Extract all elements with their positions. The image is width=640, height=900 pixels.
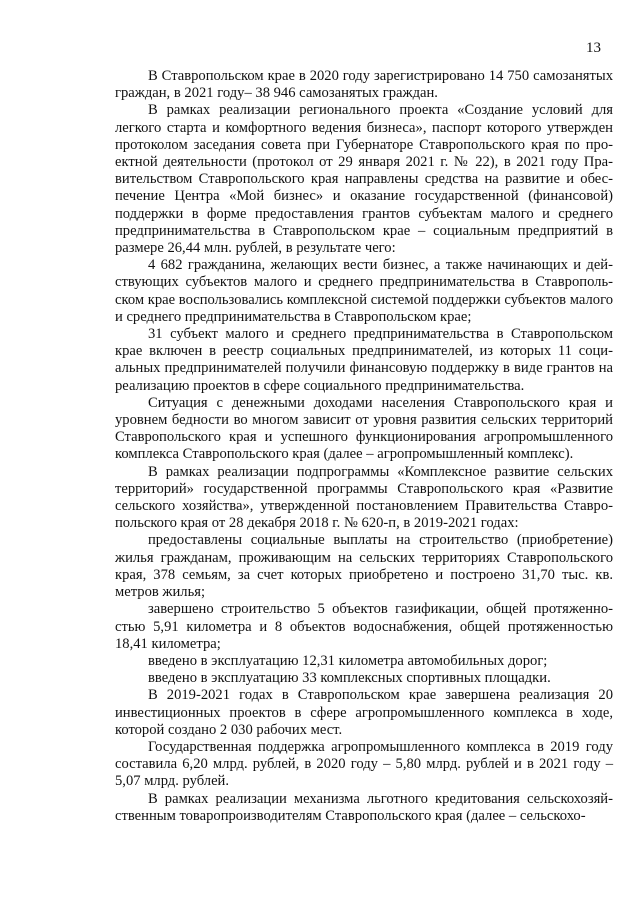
paragraph-preferential-credit: В рамках реализации механизма льготного кредитования сельскохозяйственным товаропроизводителям Ставропольского края (далее – сельскохо-: [115, 790, 613, 824]
paragraph-self-employed: В Ставропольском крае в 2020 году зарегистрировано 14 750 самозанятых граждан, в 2021 году– 38 946 самозанятых граждан.: [115, 68, 613, 102]
paragraph-housing-payments: предоставлены социальные выплаты на строительство (приобретение) жилья гражданам, проживающим на сельских территориях Ставропольского края, 378 семьям, за счет которых приобретено и построено 31,70 тыс. кв. метров жилья;: [115, 532, 613, 601]
document-body: [115, 68, 613, 825]
paragraph-roads: введено в эксплуатацию 12,31 километра автомобильных дорог;: [148, 652, 548, 669]
paragraph-rural-subprogram: В рамках реализации подпрограммы «Комплексное развитие сельских территорий» государственной программы Ставропольского края «Развитие сельского хозяйства», утвержденной постановлением Правительства Ставропольского края от 28 декабря 2018 г. № 620-п, в 2019-2021 годах:: [115, 463, 613, 532]
page-number: 13: [586, 40, 601, 56]
paragraph-sport-grounds: введено в эксплуатацию 33 комплексных спортивных площадки.: [148, 670, 551, 687]
paragraph-support-system: 4 682 гражданина, желающих вести бизнес, а также начинающих и действующих субъектов малого и среднего предпринимательства в Ставропольском крае воспользовались комплексной системой поддержки субъектов малого и среднего предпринимательства в Ставропольском крае;: [115, 257, 613, 325]
paragraph-income-situation: Ситуация с денежными доходами населения Ставропольского края и уровнем бедности во многом зависит от уровня развития сельских территорий Ставропольского края и успешного функционирования агропромышленного комплекса Ставропольского края (далее – агропромышленный комплекс).: [115, 394, 613, 463]
paragraph-gas-water: завершено строительство 5 объектов газификации, общей протяженностью 5,91 километра и 8 объектов водоснабжения, общей протяженностью 18,41 километра;: [115, 601, 613, 652]
paragraph-social-entrepreneurs: 31 субъект малого и среднего предпринимательства в Ставропольском крае включен в реестр социальных предпринимателей, из которых 11 социальных предпринимателей получили финансовую поддержку в виде грантов на реализацию проектов в сфере социального предпринимательства.: [115, 326, 613, 394]
paragraph-regional-project: В рамках реализации регионального проекта «Создание условий для легкого старта и комфортного ведения бизнеса», паспорт которого утвержден протоколом заседания совета при Губернаторе Ставропольского края по проектной деятельности (протокол от 29 января 2021 г. № 22), в 2021 году Правительством Ставропольского края направлены средства на развитие и обеспечение Центра «Мой бизнес» и оказание государственной (финансовой) поддержки в форме предоставления грантов субъектам малого и среднего предпринимательства в Ставропольском крае – социальным предприятий в размере 26,44 млн. рублей, в результате чего:: [115, 102, 613, 257]
paragraph-state-support: Государственная поддержка агропромышленного комплекса в 2019 году составила 6,20 млрд. рублей, в 2020 году – 5,80 млрд. рублей и в 2021 году – 5,07 млрд. рублей.: [115, 738, 613, 790]
paragraph-investment-projects: В 2019-2021 годах в Ставропольском крае завершена реализация 20 инвестиционных проектов в сфере агропромышленного комплекса в ходе, которой создано 2 030 рабочих мест.: [115, 687, 613, 738]
